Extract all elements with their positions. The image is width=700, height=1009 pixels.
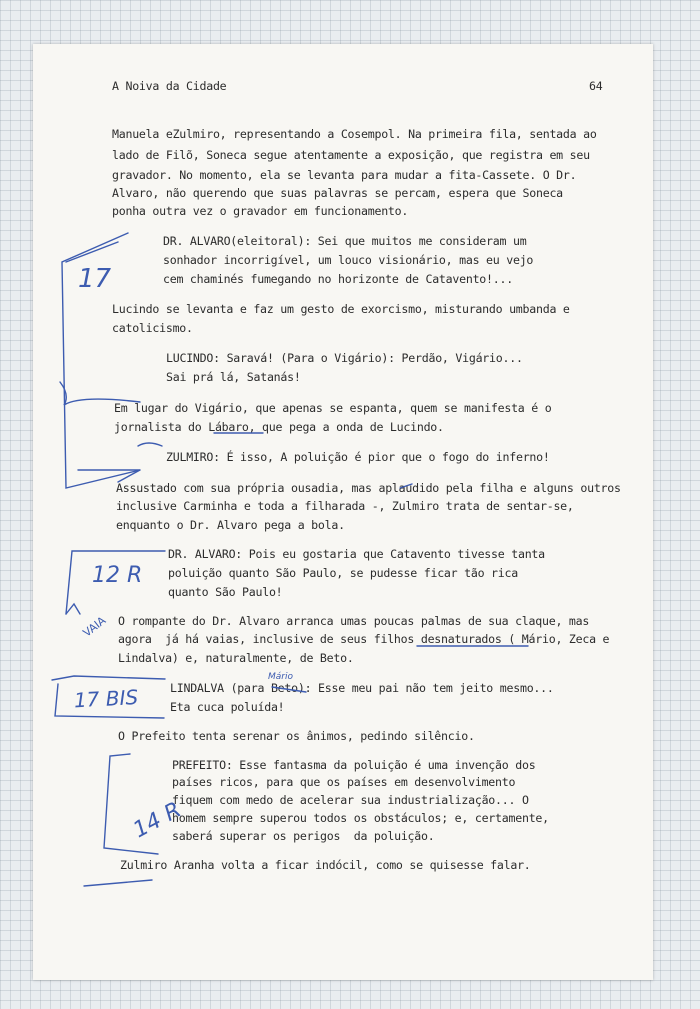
text-line: enquanto o Dr. Alvaro pega a bola. (116, 518, 345, 532)
text-line: LUCINDO: Saravá! (Para o Vigário): Perdão, Vigário... (166, 351, 523, 365)
text-line: Em lugar do Vigário, que apenas se espanta, quem se manifesta é o (114, 401, 552, 415)
text-line: lado de Filõ, Soneca segue atentamente a exposição, que registra em seu (112, 148, 590, 162)
text-line: catolicismo. (112, 321, 193, 335)
annotation-17: 17 (78, 264, 112, 294)
annotation-12r: 12 R (92, 563, 143, 588)
text-line: Zulmiro Aranha volta a ficar indócil, como se quisesse falar. (120, 858, 531, 872)
text-line: quanto São Paulo! (168, 585, 283, 599)
text-line: Assustado com sua própria ousadia, mas aplaudido pela filha e alguns outros (116, 481, 621, 495)
text-line: Lindalva) e, naturalmente, de Beto. (118, 651, 354, 665)
annotation-14r: 14 R (129, 797, 186, 844)
page-number: 64 (589, 79, 603, 93)
text-line: Lucindo se levanta e faz um gesto de exorcismo, misturando umbanda e (112, 302, 570, 316)
text-line: sonhador incorrigível, um louco visionário, mas eu vejo (163, 253, 534, 267)
text-line: Sai prá lá, Satanás! (166, 370, 301, 384)
text-line: DR. ALVARO: Pois eu gostaria que Catavento tivesse tanta (168, 547, 545, 561)
text-line: O rompante do Dr. Alvaro arranca umas poucas palmas de sua claque, mas (118, 614, 590, 628)
text-line: PREFEITO: Esse fantasma da poluição é uma invenção dos (172, 758, 536, 772)
text-line: gravador. No momento, ela se levanta para mudar a fita-Cassete. O Dr. (112, 168, 577, 182)
text-line: ZULMIRO: É isso, A poluição é pior que o fogo do inferno! (166, 450, 550, 464)
text-line: cem chaminés fumegando no horizonte de Catavento!... (163, 272, 513, 286)
text-line: Alvaro, não querendo que suas palavras se percam, espera que Soneca (112, 186, 563, 200)
text-line: saberá superar os perigos da poluição. (172, 829, 435, 843)
annotation-vaia: VAIA (80, 613, 109, 640)
text-line: poluição quanto São Paulo, se pudesse ficar tão rica (168, 566, 518, 580)
document-title: A Noiva da Cidade (112, 79, 227, 93)
text-line: homem sempre superou todos os obstáculos; e, certamente, (172, 811, 549, 825)
text-line: países ricos, para que os países em desenvolvimento (172, 775, 516, 789)
text-line: O Prefeito tenta serenar os ânimos, pedindo silêncio. (118, 729, 475, 743)
text-line: ponha outra vez o gravador em funcionamento. (112, 204, 409, 218)
text-line: inclusive Carminha e toda a filharada -, Zulmiro trata de sentar-se, (116, 499, 574, 513)
text-line: LINDALVA (para Beto): Esse meu pai não tem jeito mesmo... (170, 681, 554, 695)
text-line: Manuela eZulmiro, representando a Cosempol. Na primeira fila, sentada ao (112, 127, 597, 141)
text-line: Eta cuca poluída! (170, 700, 285, 714)
text-line: jornalista do Lábaro, que pega a onda de Lucindo. (114, 420, 444, 434)
annotation-above-beto: Mário (268, 672, 293, 682)
text-line: fiquem com medo de acelerar sua industrialização... O (172, 793, 529, 807)
text-line: agora já há vaias, inclusive de seus filhos desnaturados ( Mário, Zeca e (118, 632, 610, 646)
annotation-17bis: 17 BIS (73, 685, 139, 713)
text-line: DR. ALVARO(eleitoral): Sei que muitos me consideram um (163, 234, 527, 248)
